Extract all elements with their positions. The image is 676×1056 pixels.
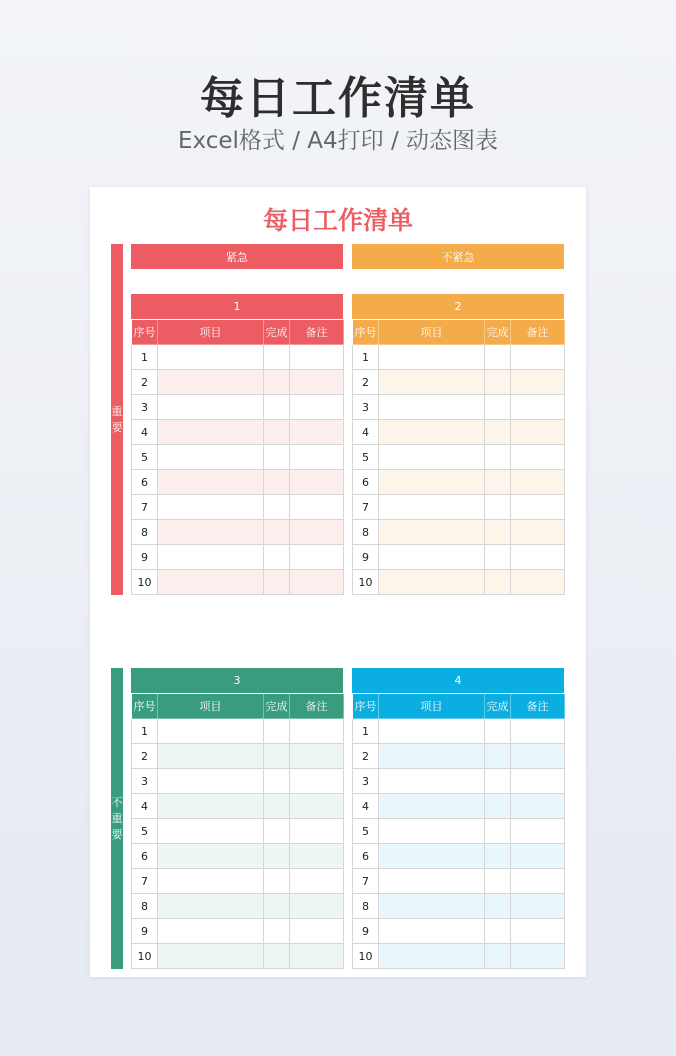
item-cell[interactable] xyxy=(379,420,485,445)
quadrant-title: 2 xyxy=(352,294,564,319)
header-item: 项目 xyxy=(158,320,264,345)
item-cell[interactable] xyxy=(158,570,264,595)
table-row xyxy=(132,470,344,495)
quadrant-1 xyxy=(131,294,343,595)
item-cell[interactable] xyxy=(379,769,485,794)
item-cell[interactable] xyxy=(379,869,485,894)
header-notes: 备注 xyxy=(290,694,344,719)
done-cell[interactable] xyxy=(264,345,290,370)
row-number: 5 xyxy=(132,819,158,844)
done-cell[interactable] xyxy=(264,470,290,495)
table-row xyxy=(353,769,565,794)
side-label-important-text: 重 要 xyxy=(111,404,123,434)
task-table xyxy=(131,693,344,969)
row-number: 9 xyxy=(353,919,379,944)
side-label-not-important xyxy=(111,668,123,969)
done-cell[interactable] xyxy=(485,370,511,395)
table-row xyxy=(353,420,565,445)
header-done: 完成 xyxy=(264,320,290,345)
table-row xyxy=(353,894,565,919)
hero-subtitle: Excel格式 / A4打印 / 动态图表 xyxy=(177,128,499,154)
done-cell[interactable] xyxy=(485,470,511,495)
done-cell[interactable] xyxy=(264,370,290,395)
header-done: 完成 xyxy=(485,320,511,345)
item-cell[interactable] xyxy=(158,545,264,570)
row-number: 10 xyxy=(353,944,379,969)
notes-cell[interactable] xyxy=(290,470,344,495)
table-row xyxy=(132,370,344,395)
table-row xyxy=(132,345,344,370)
item-cell[interactable] xyxy=(379,844,485,869)
row-number: 2 xyxy=(353,744,379,769)
table-row xyxy=(132,919,344,944)
item-cell[interactable] xyxy=(379,570,485,595)
row-number: 1 xyxy=(353,345,379,370)
item-cell[interactable] xyxy=(379,370,485,395)
sheet-title: 每日工作清单 xyxy=(262,206,413,235)
table-row xyxy=(132,445,344,470)
item-cell[interactable] xyxy=(158,470,264,495)
table-row xyxy=(353,719,565,744)
done-cell[interactable] xyxy=(264,919,290,944)
notes-cell[interactable] xyxy=(511,445,565,470)
quadrant-title: 3 xyxy=(131,668,343,693)
table-row xyxy=(132,769,344,794)
done-cell[interactable] xyxy=(264,495,290,520)
done-cell[interactable] xyxy=(485,545,511,570)
hero-title: 每日工作清单 xyxy=(200,73,476,124)
done-cell[interactable] xyxy=(485,744,511,769)
done-cell[interactable] xyxy=(485,819,511,844)
row-number: 6 xyxy=(132,470,158,495)
done-cell[interactable] xyxy=(485,894,511,919)
table-row xyxy=(132,844,344,869)
row-number: 7 xyxy=(132,869,158,894)
header-item: 项目 xyxy=(379,694,485,719)
item-cell[interactable] xyxy=(379,919,485,944)
notes-cell[interactable] xyxy=(290,819,344,844)
done-cell[interactable] xyxy=(485,944,511,969)
done-cell[interactable] xyxy=(485,794,511,819)
notes-cell[interactable] xyxy=(511,545,565,570)
table-row xyxy=(353,944,565,969)
item-cell[interactable] xyxy=(379,719,485,744)
notes-cell[interactable] xyxy=(511,395,565,420)
done-cell[interactable] xyxy=(485,395,511,420)
done-cell[interactable] xyxy=(264,570,290,595)
notes-cell[interactable] xyxy=(290,919,344,944)
table-row xyxy=(353,345,565,370)
table-row xyxy=(132,570,344,595)
notes-cell[interactable] xyxy=(511,420,565,445)
notes-cell[interactable] xyxy=(290,420,344,445)
row-number: 8 xyxy=(353,520,379,545)
table-row xyxy=(132,744,344,769)
item-cell[interactable] xyxy=(379,345,485,370)
row-number: 9 xyxy=(132,545,158,570)
notes-cell[interactable] xyxy=(290,370,344,395)
item-cell[interactable] xyxy=(158,495,264,520)
table-header-row xyxy=(132,694,344,719)
header-index: 序号 xyxy=(353,694,379,719)
notes-cell[interactable] xyxy=(511,570,565,595)
done-cell[interactable] xyxy=(264,894,290,919)
notes-cell[interactable] xyxy=(290,345,344,370)
notes-cell[interactable] xyxy=(290,769,344,794)
row-number: 7 xyxy=(132,495,158,520)
item-cell[interactable] xyxy=(379,395,485,420)
notes-cell[interactable] xyxy=(511,894,565,919)
done-cell[interactable] xyxy=(264,719,290,744)
row-number: 8 xyxy=(353,894,379,919)
done-cell[interactable] xyxy=(485,919,511,944)
done-cell[interactable] xyxy=(264,819,290,844)
item-cell[interactable] xyxy=(379,894,485,919)
notes-cell[interactable] xyxy=(511,819,565,844)
item-cell[interactable] xyxy=(158,520,264,545)
row-number: 4 xyxy=(353,420,379,445)
notes-cell[interactable] xyxy=(511,769,565,794)
quadrant-title: 4 xyxy=(352,668,564,693)
row-number: 6 xyxy=(132,844,158,869)
table-row xyxy=(353,445,565,470)
row-number: 1 xyxy=(132,719,158,744)
row-number: 9 xyxy=(353,545,379,570)
row-number: 4 xyxy=(132,420,158,445)
row-number: 2 xyxy=(132,370,158,395)
item-cell[interactable] xyxy=(379,545,485,570)
row-number: 8 xyxy=(132,894,158,919)
table-row xyxy=(132,794,344,819)
done-cell[interactable] xyxy=(264,445,290,470)
table-row xyxy=(353,370,565,395)
row-number: 1 xyxy=(132,345,158,370)
item-cell[interactable] xyxy=(379,944,485,969)
table-row xyxy=(132,395,344,420)
done-cell[interactable] xyxy=(485,345,511,370)
header-notes: 备注 xyxy=(290,320,344,345)
worksheet xyxy=(90,187,586,977)
done-cell[interactable] xyxy=(485,570,511,595)
item-cell[interactable] xyxy=(158,420,264,445)
notes-cell[interactable] xyxy=(290,395,344,420)
row-number: 5 xyxy=(132,445,158,470)
item-cell[interactable] xyxy=(379,819,485,844)
item-cell[interactable] xyxy=(379,495,485,520)
row-number: 2 xyxy=(132,744,158,769)
notes-cell[interactable] xyxy=(511,919,565,944)
notes-cell[interactable] xyxy=(511,470,565,495)
row-number: 3 xyxy=(132,769,158,794)
task-table xyxy=(131,319,344,595)
done-cell[interactable] xyxy=(264,794,290,819)
done-cell[interactable] xyxy=(264,744,290,769)
table-row xyxy=(132,520,344,545)
item-cell[interactable] xyxy=(158,894,264,919)
item-cell[interactable] xyxy=(158,919,264,944)
table-row xyxy=(132,869,344,894)
table-row xyxy=(353,495,565,520)
done-cell[interactable] xyxy=(264,944,290,969)
row-number: 9 xyxy=(132,919,158,944)
notes-cell[interactable] xyxy=(290,545,344,570)
done-cell[interactable] xyxy=(485,420,511,445)
notes-cell[interactable] xyxy=(511,370,565,395)
done-cell[interactable] xyxy=(485,844,511,869)
notes-cell[interactable] xyxy=(290,944,344,969)
row-number: 5 xyxy=(353,445,379,470)
row-number: 3 xyxy=(353,769,379,794)
notes-cell[interactable] xyxy=(511,744,565,769)
item-cell[interactable] xyxy=(158,744,264,769)
table-header-row xyxy=(353,320,565,345)
quadrant-4 xyxy=(352,668,564,969)
done-cell[interactable] xyxy=(264,395,290,420)
row-number: 6 xyxy=(353,470,379,495)
row-number: 3 xyxy=(132,395,158,420)
item-cell[interactable] xyxy=(158,445,264,470)
header-done: 完成 xyxy=(485,694,511,719)
table-row xyxy=(353,819,565,844)
row-number: 10 xyxy=(132,944,158,969)
table-row xyxy=(132,495,344,520)
done-cell[interactable] xyxy=(264,844,290,869)
table-row xyxy=(132,719,344,744)
notes-cell[interactable] xyxy=(290,520,344,545)
task-table xyxy=(352,319,565,595)
row-number: 3 xyxy=(353,395,379,420)
quadrant-2 xyxy=(352,294,564,595)
row-number: 1 xyxy=(353,719,379,744)
row-number: 2 xyxy=(353,370,379,395)
notes-cell[interactable] xyxy=(511,944,565,969)
item-cell[interactable] xyxy=(158,370,264,395)
item-cell[interactable] xyxy=(379,794,485,819)
item-cell[interactable] xyxy=(379,744,485,769)
notes-cell[interactable] xyxy=(290,719,344,744)
table-row xyxy=(353,470,565,495)
row-number: 10 xyxy=(353,570,379,595)
quadrant-3 xyxy=(131,668,343,969)
table-row xyxy=(132,894,344,919)
header-index: 序号 xyxy=(353,320,379,345)
item-cell[interactable] xyxy=(158,869,264,894)
header-item: 项目 xyxy=(158,694,264,719)
row-number: 10 xyxy=(132,570,158,595)
row-number: 6 xyxy=(353,844,379,869)
item-cell[interactable] xyxy=(158,769,264,794)
done-cell[interactable] xyxy=(485,769,511,794)
done-cell[interactable] xyxy=(485,495,511,520)
notes-cell[interactable] xyxy=(511,794,565,819)
row-number: 8 xyxy=(132,520,158,545)
table-row xyxy=(353,395,565,420)
item-cell[interactable] xyxy=(158,395,264,420)
item-cell[interactable] xyxy=(379,520,485,545)
table-row xyxy=(353,545,565,570)
item-cell[interactable] xyxy=(158,345,264,370)
item-cell[interactable] xyxy=(158,819,264,844)
table-row xyxy=(132,420,344,445)
header-index: 序号 xyxy=(132,694,158,719)
header-done: 完成 xyxy=(264,694,290,719)
side-label-important xyxy=(111,244,123,595)
header-urgent: 紧急 xyxy=(131,244,343,269)
row-number: 7 xyxy=(353,495,379,520)
row-number: 4 xyxy=(353,794,379,819)
table-row xyxy=(353,744,565,769)
table-row xyxy=(353,844,565,869)
header-item: 项目 xyxy=(379,320,485,345)
table-header-row xyxy=(132,320,344,345)
header-index: 序号 xyxy=(132,320,158,345)
item-cell[interactable] xyxy=(158,944,264,969)
table-row xyxy=(353,570,565,595)
notes-cell[interactable] xyxy=(290,794,344,819)
notes-cell[interactable] xyxy=(290,495,344,520)
done-cell[interactable] xyxy=(264,545,290,570)
done-cell[interactable] xyxy=(485,520,511,545)
table-row xyxy=(132,819,344,844)
side-label-not-important-text: 不 重 要 xyxy=(111,795,123,841)
done-cell[interactable] xyxy=(485,719,511,744)
notes-cell[interactable] xyxy=(290,894,344,919)
row-number: 4 xyxy=(132,794,158,819)
table-row xyxy=(132,545,344,570)
notes-cell[interactable] xyxy=(511,719,565,744)
quadrant-title: 1 xyxy=(131,294,343,319)
task-table xyxy=(352,693,565,969)
header-not-urgent: 不紧急 xyxy=(352,244,564,269)
table-row xyxy=(353,919,565,944)
table-header-row xyxy=(353,694,565,719)
row-number: 5 xyxy=(353,819,379,844)
item-cell[interactable] xyxy=(158,844,264,869)
item-cell[interactable] xyxy=(158,794,264,819)
table-row xyxy=(353,794,565,819)
notes-cell[interactable] xyxy=(290,744,344,769)
notes-cell[interactable] xyxy=(290,844,344,869)
notes-cell[interactable] xyxy=(511,869,565,894)
notes-cell[interactable] xyxy=(511,520,565,545)
done-cell[interactable] xyxy=(264,520,290,545)
table-row xyxy=(132,944,344,969)
done-cell[interactable] xyxy=(264,769,290,794)
notes-cell[interactable] xyxy=(511,345,565,370)
item-cell[interactable] xyxy=(379,445,485,470)
item-cell[interactable] xyxy=(158,719,264,744)
notes-cell[interactable] xyxy=(511,844,565,869)
done-cell[interactable] xyxy=(485,869,511,894)
item-cell[interactable] xyxy=(379,470,485,495)
header-notes: 备注 xyxy=(511,694,565,719)
done-cell[interactable] xyxy=(264,869,290,894)
table-row xyxy=(353,869,565,894)
notes-cell[interactable] xyxy=(290,570,344,595)
row-number: 7 xyxy=(353,869,379,894)
done-cell[interactable] xyxy=(485,445,511,470)
table-row xyxy=(353,520,565,545)
done-cell[interactable] xyxy=(264,420,290,445)
notes-cell[interactable] xyxy=(290,869,344,894)
notes-cell[interactable] xyxy=(511,495,565,520)
header-notes: 备注 xyxy=(511,320,565,345)
notes-cell[interactable] xyxy=(290,445,344,470)
